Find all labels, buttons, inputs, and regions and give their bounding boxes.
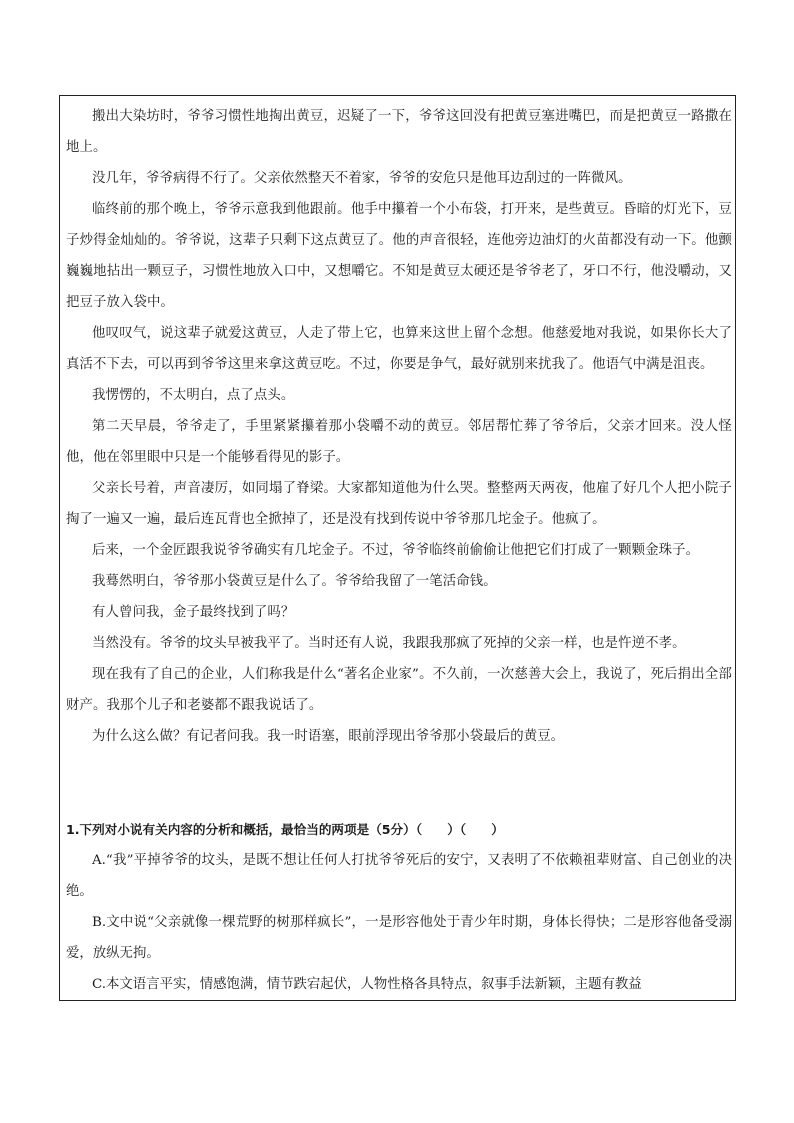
story-paragraph: 搬出大染坊时，爷爷习惯性地掏出黄豆，迟疑了一下，爷爷这回没有把黄豆塞进嘴巴，而是把黄豆一路撒在地上。 (66, 109, 732, 155)
story-paragraph: 第二天早晨，爷爷走了，手里紧紧攥着那小袋嚼不动的黄豆。邻居帮忙葬了爷爷后，父亲才回来。没人怪他，他在邻里眼中只是一个能够看得见的影子。 (66, 419, 732, 465)
story-paragraph: 后来，一个金匠跟我说爷爷确实有几坨金子。不过，爷爷临终前偷偷让他把它们打成了一颗颗金珠子。 (92, 543, 700, 558)
section-gap (66, 752, 732, 814)
story-paragraph: 现在我有了自己的企业，人们称我是什么“著名企业家”。不久前，一次慈善大会上，我说了，死后捐出全部财产。我那个儿子和老婆都不跟我说话了。 (66, 667, 732, 713)
story-paragraph: 我愣愣的，不太明白，点了点头。 (92, 388, 295, 403)
answer-option-a: A.“我”平掉爷爷的坟头，是既不想让任何人打扰爷爷死后的安宁，又表明了不依赖祖辈财富、自己创业的决绝。 (66, 853, 732, 899)
story-paragraph: 父亲长号着，声音凄厉，如同塌了脊梁。大家都知道他为什么哭。整整两天两夜，他雇了好几个人把小院子掏了一遍又一遍，最后连瓦背也全掀掉了，还是没有找到传说中爷爷那几坨金子。他疯了。 (66, 481, 732, 527)
story-paragraph: 没几年，爷爷病得不行了。父亲依然整天不着家，爷爷的安危只是他耳边刮过的一阵微风。 (92, 171, 632, 186)
story-paragraph: 为什么这么做？有记者问我。我一时语塞，眼前浮现出爷爷那小袋最后的黄豆。 (92, 729, 565, 744)
story-paragraph: 有人曾问我，金子最终找到了吗？ (92, 605, 295, 620)
answer-option-b: B.文中说“父亲就像一棵荒野的树那样疯长”，一是形容他处于青少年时期，身体长得快；二是形容他备受溺爱，放纵无拘。 (66, 915, 732, 961)
story-paragraph: 我蓦然明白，爷爷那小袋黄豆是什么了。爷爷给我留了一笔活命钱。 (92, 574, 497, 589)
question-stem: 1.下列对小说有关内容的分析和概括，最恰当的两项是（5分）（ ）（ ） (66, 822, 504, 837)
story-paragraph: 临终前的那个晚上，爷爷示意我到他跟前。他手中攥着一个小布袋，打开来，是些黄豆。昏暗的灯光下，豆子炒得金灿灿的。爷爷说，这辈子只剩下这点黄豆了。他的声音很轻，连他旁边油灯的火苗都没有动一下。他颤巍巍地拈出一颗豆子，习惯性地放入口中，又想嚼它。不知是黄豆太硬还是爷爷老了，牙口不行，他没嚼动，又把豆子放入袋中。 (66, 202, 732, 310)
story-paragraph: 他叹叹气，说这辈子就爱这黄豆，人走了带上它，也算来这世上留个念想。他慈爱地对我说，如果你长大了真活不下去，可以再到爷爷这里来拿这黄豆吃。不过，你要是争气，最好就别来扰我了。他语气中满是沮丧。 (66, 326, 732, 372)
answer-option-c: C.本文语言平实，情感饱满，情节跌宕起伏，人物性格各具特点，叙事手法新颖，主题有教益 (92, 977, 642, 992)
document-content (66, 101, 732, 1000)
story-paragraph: 当然没有。爷爷的坟头早被我平了。当时还有人说，我跟我那疯了死掉的父亲一样，也是忤逆不孝。 (92, 636, 686, 651)
